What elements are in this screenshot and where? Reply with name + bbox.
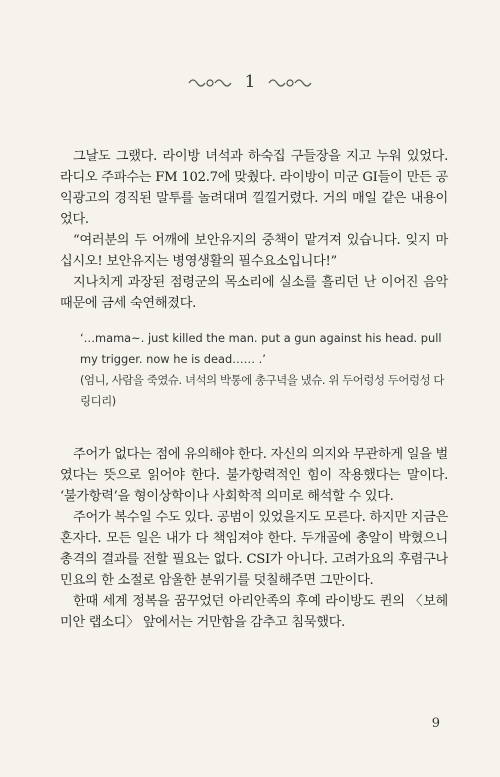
- paragraph: 한때 세계 정복을 꿈꾸었던 아리안족의 후예 라이방도 퀸의 〈보헤미안 랩소디〉 앞에서는 거만함을 감추고 침묵했다.: [60, 594, 448, 630]
- section-2: [60, 444, 448, 633]
- song-lyrics-quote: [80, 328, 450, 412]
- paragraph: 지나치게 과장된 점령군의 목소리에 실소를 흘리던 난 이어진 음악 때문에 금세 숙연해졌다.: [60, 275, 448, 311]
- lyrics-translation: (엄니, 사람을 죽였슈. 녀석의 박통에 총구녁을 냈슈. 위 두어렁성 두어렁성 다링디리): [80, 373, 445, 408]
- right-ornament-icon: [267, 74, 313, 90]
- chapter-number: 1: [244, 72, 256, 92]
- page-number: 9: [431, 716, 440, 731]
- paragraph: “여러분의 두 어깨에 보안유지의 중책이 맡겨져 있습니다. 잊지 마십시오! 보안유지는 병영생활의 필수요소입니다!”: [60, 233, 448, 269]
- section-1: [60, 146, 448, 314]
- paragraph: 주어가 없다는 점에 유의해야 한다. 자신의 의지와 무관하게 일을 벌였다는 뜻으로 읽어야 한다. 불가항력적인 힘이 작용했다는 말이다. ‘불가항력’을 형이상학이나 사회학적 의미로 해석할 수 있다.: [60, 447, 448, 504]
- paragraph: 그날도 그랬다. 라이방 녀석과 하숙집 구들장을 지고 누워 있었다. 라디오 주파수는 FM 102.7에 맞췄다. 라이방이 미군 GI들이 만든 공익광고의 경직된 말투를 놀려대며 낄낄거렸다. 거의 매일 같은 내용이었다.: [60, 149, 448, 227]
- chapter-heading: [0, 72, 500, 92]
- lyrics-english: ‘…mama~. just killed the man. put a gun against his head. pull my trigger. now he is dead…… .’: [80, 331, 442, 366]
- paragraph: 주어가 복수일 수도 있다. 공범이 있었을지도 모른다. 하지만 지금은 혼자다. 모든 일은 내가 다 책임져야 한다. 두개골에 총알이 박혔으니 총격의 결과를 전할 필요는 없다. CSI가 아니다. 고려가요의 후렴구나 민요의 한 소절로 암울한 분위기를 덧칠해주면 그만이다.: [60, 510, 448, 588]
- left-ornament-icon: [187, 74, 233, 90]
